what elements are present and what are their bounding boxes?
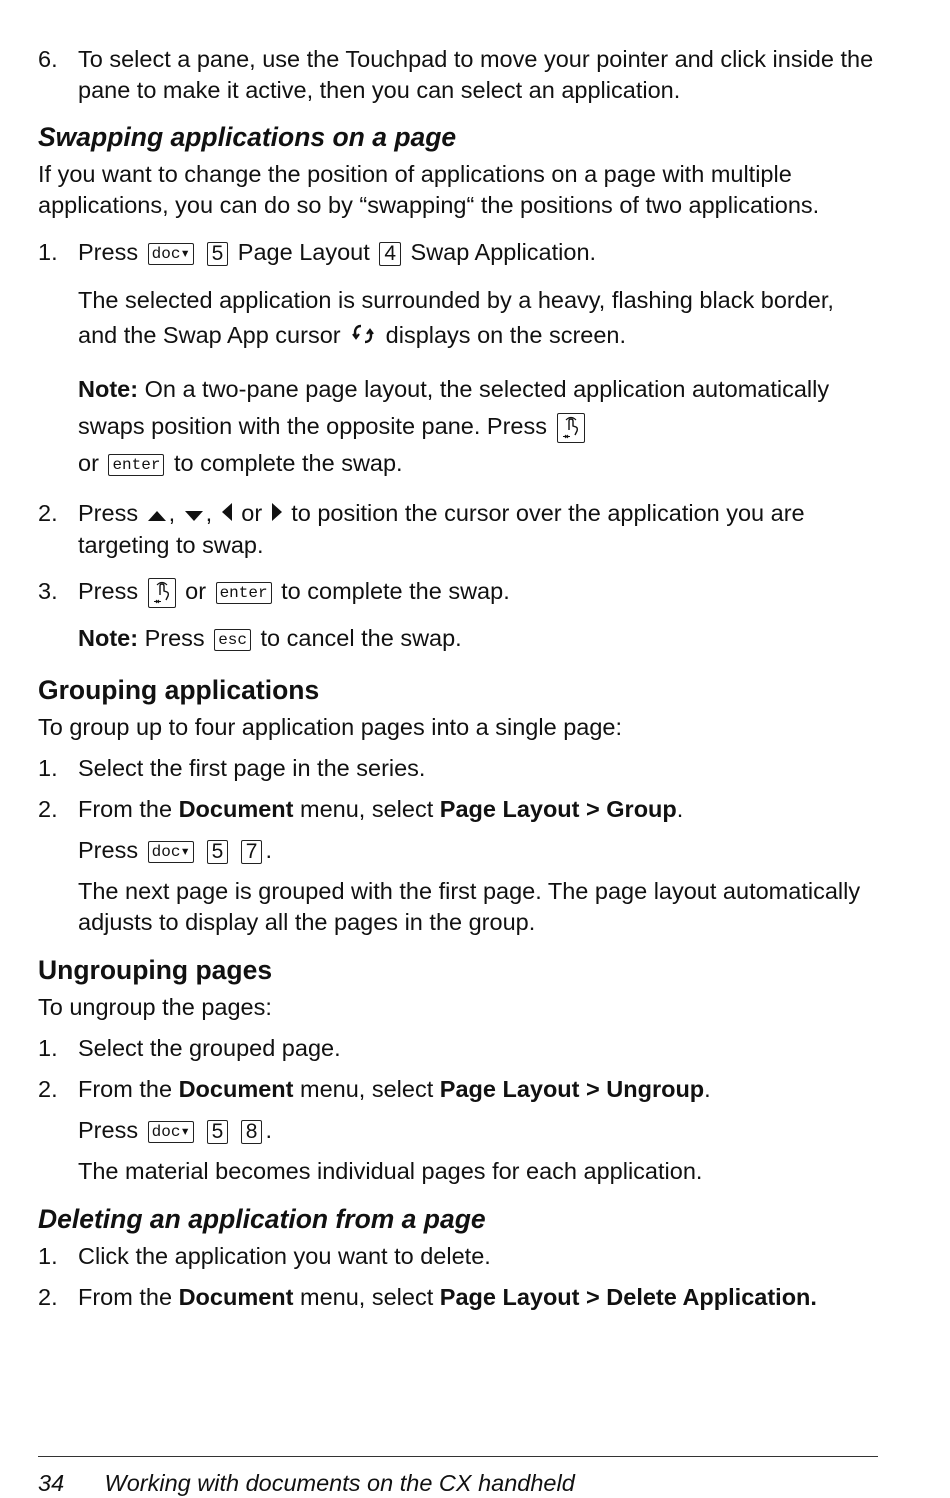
step-number: 3.: [38, 578, 58, 605]
key-8: 8: [241, 1120, 263, 1144]
note-text: On a two-pane page layout, the selected application automatically swaps position with the opposite pane. Press: [78, 376, 830, 439]
up-arrow-icon: [147, 499, 167, 530]
key-5: 5: [207, 242, 229, 266]
menu-text-swap: Swap Application.: [410, 239, 597, 265]
step-text: [78, 237, 878, 268]
footer-divider: [38, 1456, 878, 1457]
text: menu, select: [300, 796, 434, 823]
left-arrow-icon: [221, 499, 233, 530]
step-text: To select a pane, use the Touchpad to move your pointer and click inside the pane to make it active, then you can select an application.: [78, 46, 874, 103]
page-footer: [38, 1468, 575, 1498]
text: menu, select: [300, 1284, 434, 1311]
period: .: [704, 1076, 711, 1103]
press-label: Press: [78, 1117, 139, 1144]
or-text: or: [185, 578, 207, 605]
text: menu, select: [300, 1076, 434, 1103]
step-6: [38, 44, 878, 106]
group-press: [78, 835, 878, 866]
press-label: Press: [78, 239, 139, 265]
right-arrow-icon: [271, 499, 283, 530]
swap-step-2: [38, 498, 878, 561]
menu-path: Page Layout > Ungroup: [439, 1076, 705, 1103]
menu-path: Page Layout > Delete Application.: [439, 1284, 817, 1311]
step-number: 1.: [38, 755, 58, 782]
delete-step-1: [38, 1241, 878, 1272]
step-text: Select the first page in the series.: [78, 755, 426, 782]
key-5: 5: [207, 1120, 229, 1144]
swap-description-end: displays on the screen.: [385, 322, 627, 348]
group-intro: To group up to four application pages into a single page:: [38, 714, 623, 741]
period: .: [676, 796, 684, 823]
key-4: 4: [379, 242, 401, 266]
period: .: [265, 837, 273, 864]
step-number: 2.: [38, 796, 58, 823]
menu-name: Document: [178, 1284, 294, 1311]
section-heading-swapping: Swapping applications on a page: [38, 122, 457, 152]
footer-title: Working with documents on the CX handheld: [104, 1470, 575, 1496]
text: From the: [78, 1284, 173, 1311]
step-3-text: to complete the swap.: [281, 578, 510, 605]
step-number: 1.: [38, 239, 58, 265]
step-text: [78, 794, 878, 825]
section-heading-deleting: Deleting an application from a page: [38, 1204, 486, 1235]
text: From the: [78, 796, 173, 823]
menu-name: Document: [178, 1076, 294, 1103]
step-number: 1.: [38, 1243, 58, 1270]
press-label: Press: [78, 837, 139, 864]
step-2-text: to position the cursor over the application you are targeting to swap.: [78, 500, 805, 559]
document-page: [38, 44, 878, 1328]
step-number: 2.: [38, 1284, 58, 1311]
or-text: or: [78, 450, 99, 476]
press-label: Press: [144, 625, 205, 652]
step-number: 6.: [38, 46, 58, 72]
enter-key: enter: [216, 582, 272, 604]
group-step-2: [38, 794, 878, 825]
press-label: Press: [78, 578, 139, 605]
comma: ,: [205, 500, 213, 526]
step-number: 2.: [38, 500, 58, 526]
period: .: [265, 1117, 273, 1144]
note-label: Note:: [78, 625, 139, 652]
step-text: [78, 498, 878, 561]
step-text: [78, 1282, 878, 1313]
ungroup-press: [78, 1115, 878, 1146]
doc-key: doc▾: [148, 841, 194, 863]
ungroup-step-1: [38, 1033, 878, 1064]
enter-key: enter: [108, 454, 164, 476]
ungroup-result: The material becomes individual pages for each application.: [78, 1158, 703, 1185]
step-text: Select the grouped page.: [78, 1035, 341, 1062]
note-label: Note:: [78, 376, 139, 402]
delete-step-2: [38, 1282, 878, 1313]
menu-name: Document: [178, 796, 294, 823]
swap-step-3: [38, 576, 878, 608]
section-heading-grouping: Grouping applications: [38, 675, 320, 706]
step-text: Click the application you want to delete.: [78, 1243, 491, 1270]
swap-step-1: [38, 237, 878, 268]
group-step-1: [38, 753, 878, 784]
swap-intro: If you want to change the position of applications on a page with multiple applications, you can do so by “swapping“ the positions of two applications.: [38, 161, 820, 218]
key-5: 5: [207, 840, 229, 864]
menu-text-page-layout: Page Layout: [237, 239, 370, 265]
menu-path: Page Layout > Group: [439, 796, 677, 823]
swap-description-text: The selected application is surrounded by a heavy, flashing black border, and the Swap App cursor: [78, 287, 834, 348]
step-number: 1.: [38, 1035, 58, 1062]
ungroup-step-2: [38, 1074, 878, 1105]
step-text: [78, 1074, 878, 1105]
press-label: Press: [78, 500, 139, 526]
click-key-icon: [557, 413, 585, 443]
or-text: or: [241, 500, 263, 526]
doc-key: doc▾: [148, 1121, 194, 1143]
key-7: 7: [241, 840, 263, 864]
swap-cursor-icon: [351, 320, 375, 355]
note-text-end: to complete the swap.: [173, 450, 403, 476]
text: From the: [78, 1076, 173, 1103]
group-result: The next page is grouped with the first page. The page layout automatically adjusts to display all the pages in the group.: [78, 878, 861, 936]
page-number: 34: [38, 1470, 65, 1496]
comma: ,: [168, 500, 176, 526]
swap-note-1: [78, 371, 878, 482]
doc-key: doc▾: [148, 243, 194, 265]
swap-description: [78, 283, 878, 355]
step-number: 2.: [38, 1076, 58, 1103]
section-heading-ungrouping: Ungrouping pages: [38, 955, 273, 986]
down-arrow-icon: [184, 499, 204, 530]
esc-key: esc: [214, 629, 251, 651]
ungroup-intro: To ungroup the pages:: [38, 994, 272, 1021]
swap-note-2: [78, 623, 878, 654]
click-key-icon: [148, 578, 176, 608]
step-text: [78, 576, 878, 608]
note-text: to cancel the swap.: [260, 625, 462, 652]
